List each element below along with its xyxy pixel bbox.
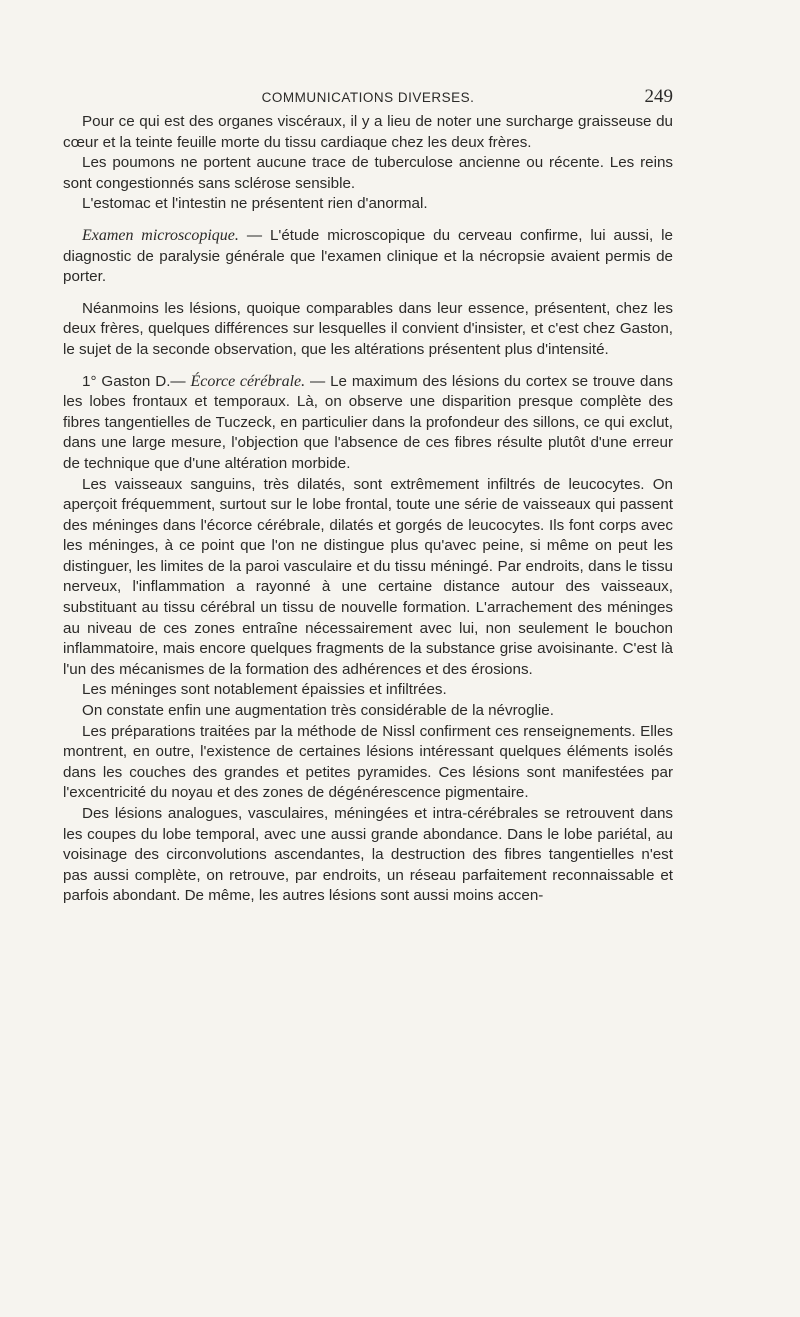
paragraph-estomac: L'estomac et l'intestin ne présentent rien d'anormal. bbox=[82, 195, 428, 213]
paragraph-neanmoins: Néanmoins les lésions, quoique comparables dans leur essence, présentent, chez les deux frères, quelques différences sur lesquelles il convient d'insister, et c'est chez Gaston, le sujet de la seconde observation, que les altérations présentent plus d'intensité. bbox=[63, 299, 673, 358]
paragraph-gaston bbox=[63, 372, 673, 475]
page-number: 249 bbox=[644, 86, 673, 107]
section-heading-examen-microscopique: Examen microscopique. bbox=[82, 226, 239, 244]
paragraph-gaston-text: — Le maximum des lésions du cortex se trouve dans les lobes frontaux et temporaux. Là, on observe une disparition presque complète des fibres tangentielles de Tuczeck, en particulier dans la profondeur des sillons, ce qui exclut, dans une large mesure, l'objection que l'absence de ces fibres résulte plutôt d'une erreur de technique que d'une altération morbide. bbox=[63, 372, 673, 472]
paragraph-meninges: Les méninges sont notablement épaissies et infiltrées. bbox=[82, 681, 447, 699]
document-page bbox=[63, 86, 673, 907]
paragraph-examen-microscopique bbox=[63, 226, 673, 288]
running-title: COMMUNICATIONS DIVERSES. bbox=[261, 90, 475, 105]
paragraph-preparations-nissl: Les préparations traitées par la méthode de Nissl confirment ces renseignements. Elles montrent, en outre, l'existence de certaines lésions intéressant quelques éléments isolés dans les couches des grandes et petites pyramides. Ces lésions sont manifestées par l'excentricité du noyau et des zones de dégénérescence pigmentaire. bbox=[63, 722, 673, 802]
gaston-prefix: 1° Gaston D.— bbox=[82, 372, 191, 390]
paragraph-vaisseaux: Les vaisseaux sanguins, très dilatés, sont extrêmement infiltrés de leucocytes. On aperçoit fréquemment, surtout sur le lobe frontal, toute une série de vaisseaux qui passent des méninges dans l'écorce cérébrale, dilatés et gorgés de leucocytes. Ils font corps avec les méninges, à ce point que l'on ne distingue plus qu'avec peine, si même on peut les distinguer, les limites de la paroi vasculaire et du tissu méningé. Par endroits, dans le tissu nerveux, l'inflammation a rayonné à une certaine distance autour des vaisseaux, substituant au tissu cérébral un tissu de nouvelle formation. L'arrachement des méninges au niveau de ces zones entraîne nécessairement avec lui, non seulement le bouchon inflammatoire, mais encore quelques fragments de la substance grise avoisinante. C'est là l'un des mécanismes de la formation des adhérences et des érosions. bbox=[63, 475, 673, 678]
running-header bbox=[63, 86, 673, 112]
paragraph-poumons: Les poumons ne portent aucune trace de tuberculose ancienne ou récente. Les reins sont congestionnés sans sclérose sensible. bbox=[63, 154, 673, 192]
body-text bbox=[63, 112, 673, 907]
paragraph-lesions-analogues: Des lésions analogues, vasculaires, méningées et intra-cérébrales se retrouvent dans les coupes du lobe temporal, avec une aussi grande abondance. Dans le lobe pariétal, au voisinage des circonvolutions ascendantes, la destruction des fibres tangentielles n'est pas aussi complète, on retrouve, par endroits, un réseau parfaitement reconnaissable et parfois abondant. De même, les autres lésions sont aussi moins accen- bbox=[63, 805, 673, 905]
paragraph-nevroglie: On constate enfin une augmentation très considérable de la névroglie. bbox=[82, 702, 554, 720]
paragraph-examen-microscopique-text: — L'étude microscopique du cerveau confirme, lui aussi, le diagnostic de paralysie générale que l'examen clinique et la nécropsie avaient permis de porter. bbox=[63, 226, 673, 286]
paragraph-organes-visceraux: Pour ce qui est des organes viscéraux, il y a lieu de noter une surcharge graisseuse du cœur et la teinte feuille morte du tissu cardiaque chez les deux frères. bbox=[63, 113, 673, 151]
section-heading-ecorce-cerebrale: Écorce cérébrale. bbox=[190, 372, 306, 390]
